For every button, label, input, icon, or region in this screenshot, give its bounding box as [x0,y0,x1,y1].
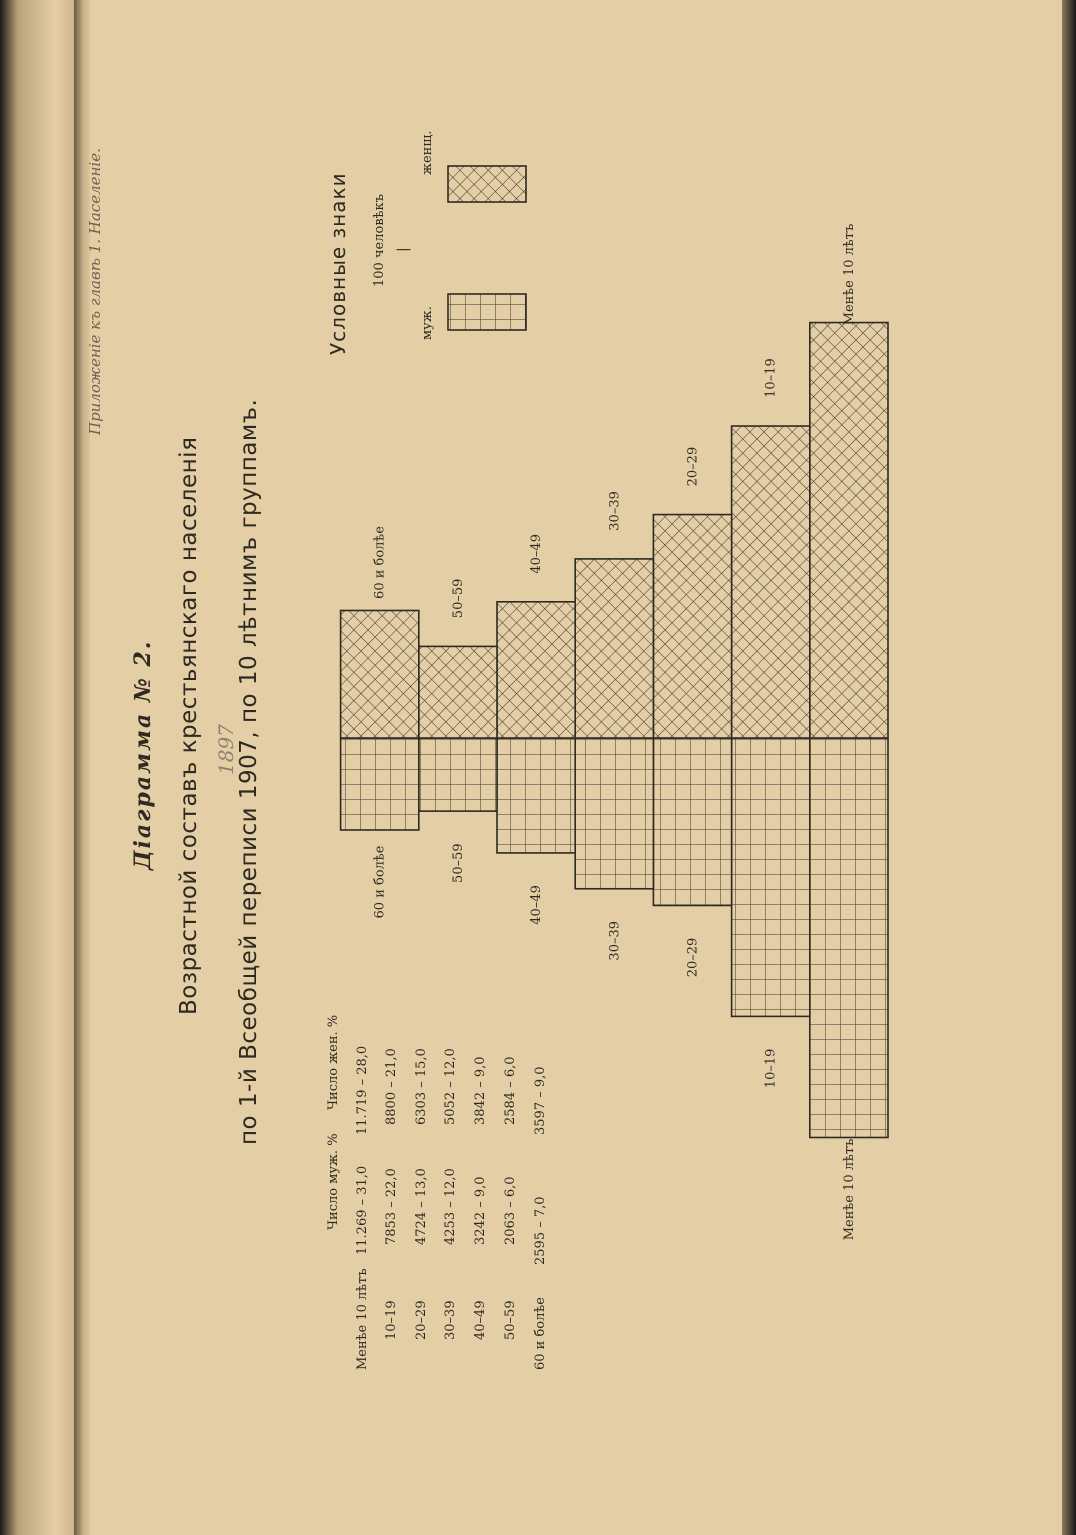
female-category-label: 20–29 [685,446,701,487]
female-category-label: Менѣе 10 лѣтъ [841,223,857,326]
female-category-label: 10–19 [763,358,779,398]
female-category-label: 50–59 [450,578,466,619]
male-bar [653,738,731,905]
male-category-label: 30–39 [607,920,623,961]
table-row-male: 2595 – 7,0 [533,1196,548,1265]
legend-unit-label: 100 человѣкъ [372,194,387,287]
male-category-label: 20–29 [685,937,701,978]
table-row-group: 50–59 [503,1300,518,1340]
table-row-male: 4253 – 12,0 [443,1168,458,1245]
running-head: Приложеніе къ главѣ 1. Населеніе. [86,148,104,435]
legend-bracket: | [395,247,411,252]
table-row-group: 40–49 [473,1300,488,1340]
table-row-female: 3842 – 9,0 [473,1056,488,1125]
male-category-label: 10–19 [763,1048,779,1089]
table-row-group: 20–29 [414,1300,429,1340]
table-row-group: 10–19 [384,1300,399,1340]
female-bar [653,515,731,738]
male-bar [810,738,888,1137]
table-row-male: 7853 – 22,0 [384,1168,399,1245]
table-row-male: 3242 – 9,0 [473,1176,488,1245]
female-bar [732,426,810,738]
table-header-female: Число жен. % [326,1014,341,1110]
legend-title: Условные знаки [326,172,350,355]
male-category-label: 50–59 [450,843,466,883]
male-category-label: Менѣе 10 лѣтъ [841,1138,857,1241]
table-row-group: 60 и болѣе [533,1297,548,1370]
male-bar [575,738,653,889]
male-bar [732,738,810,1016]
subtitle-line-2: по 1-й Всеобщей переписи 1907, по 10 лѣтнимъ группамъ. [236,398,262,1145]
female-bar [575,559,653,738]
female-bar [810,323,888,738]
legend-male-label: муж. [420,306,435,340]
female-category-label: 30–39 [607,491,623,531]
table-row-group: Менѣе 10 лѣтъ [355,1268,370,1370]
female-bar [341,610,419,738]
table-row-male: 11.269 – 31,0 [355,1165,370,1255]
table-row-group: 30–39 [443,1300,458,1340]
male-category-label: 40–49 [529,885,545,925]
table-row-male: 4724 – 13,0 [414,1168,429,1245]
female-category-label: 40–49 [529,534,545,574]
table-row-female: 8800 – 21,0 [384,1048,399,1125]
table-row-female: 11.719 – 28,0 [355,1045,370,1135]
male-bar [419,738,497,811]
table-row-female: 3597 – 9,0 [533,1066,548,1135]
female-category-label: 60 и болѣе [372,526,388,599]
legend-female-swatch [448,166,526,202]
table-row-female: 2584 – 6,0 [503,1056,518,1125]
female-bar [497,602,575,738]
male-bar [497,738,575,853]
legend-male-swatch [448,294,526,330]
female-bar [419,646,497,738]
male-category-label: 60 и болѣе [372,845,388,919]
table-header-male: Число муж. % [326,1133,341,1230]
pencil-note: 1897 [214,724,238,775]
table-row-female: 6303 – 15,0 [414,1048,429,1125]
subtitle-line-1: Возрастной составъ крестьянскаго населенія [176,436,202,1015]
table-row-female: 5052 – 12,0 [443,1048,458,1125]
legend-female-label: женщ. [420,130,435,175]
table-row-male: 2063 – 6,0 [503,1176,518,1245]
diagram-title: Діаграмма № 2. [130,639,156,870]
male-bar [341,738,419,830]
